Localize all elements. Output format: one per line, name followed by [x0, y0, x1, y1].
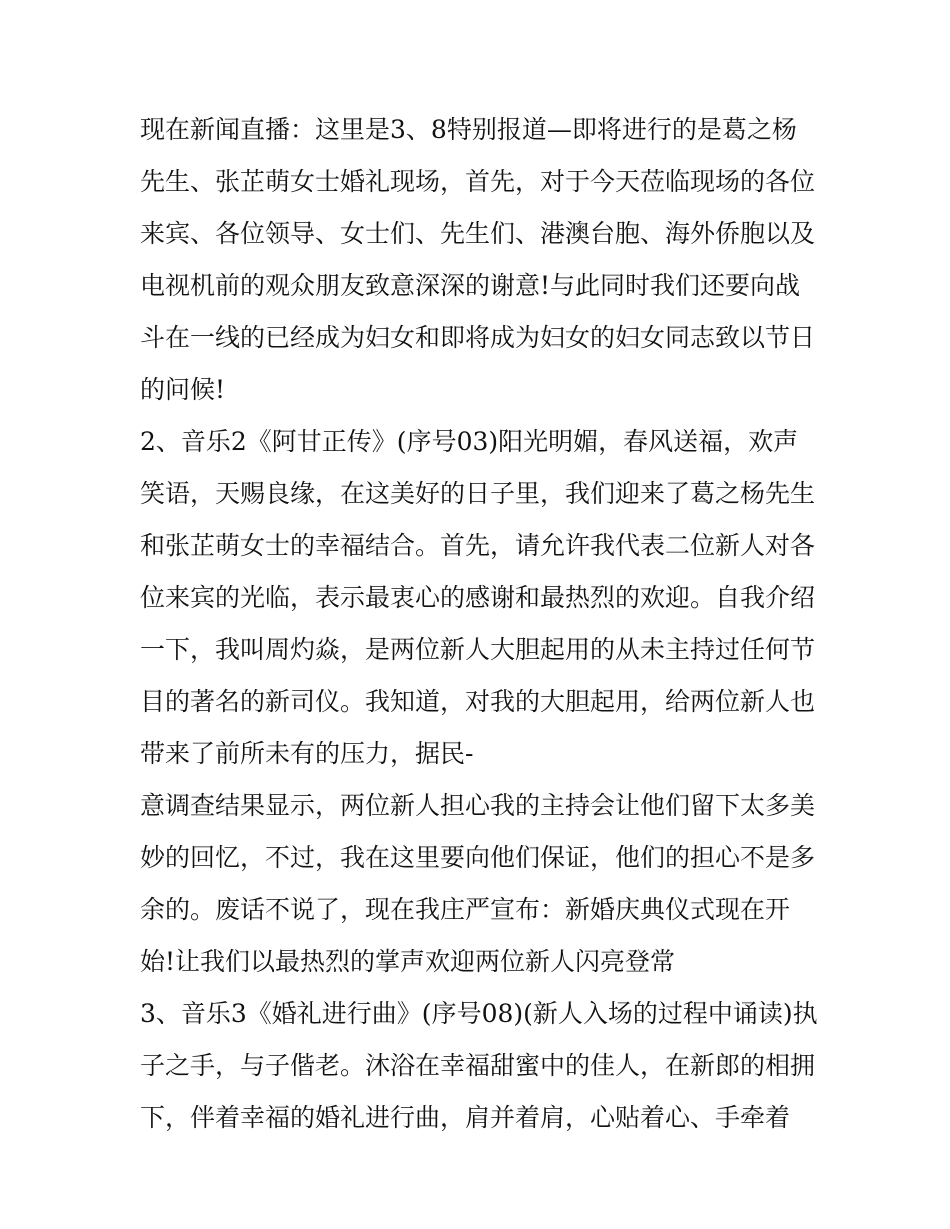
text-line-12: 目的著名的新司仪。我知道，对我的大胆起用，给两位新人也: [140, 687, 816, 716]
text-line-20: 下，伴着幸福的婚礼进行曲，肩并着肩，心贴着心、手牵着: [140, 1103, 791, 1132]
text-line-17: 始!让我们以最热烈的掌声欢迎两位新人闪亮登常: [140, 947, 676, 976]
text-line-8: 笑语，天赐良缘，在这美好的日子里，我们迎来了葛之杨先生: [140, 479, 816, 508]
text-line-15: 妙的回忆，不过，我在这里要向他们保证，他们的担心不是多: [140, 843, 816, 872]
text-line-16: 余的。废话不说了，现在我庄严宣布：新婚庆典仪式现在开: [140, 895, 791, 924]
text-line-13: 带来了前所未有的压力，据民-: [140, 739, 474, 768]
text-line-11: 一下，我叫周灼焱，是两位新人大胆起用的从未主持过任何节: [140, 635, 816, 664]
text-line-7: 2、音乐2《阿甘正传》(序号03)阳光明媚，春风送福，欢声: [140, 427, 799, 456]
text-line-1: 现在新闻直播：这里是3、8特别报道—即将进行的是葛之杨: [140, 115, 797, 144]
text-line-18: 3、音乐3《婚礼进行曲》(序号08)(新人入场的过程中诵读)执: [140, 999, 818, 1028]
text-line-9: 和张芷萌女士的幸福结合。首先，请允许我代表二位新人对各: [140, 531, 816, 560]
text-line-19: 子之手，与子偕老。沐浴在幸福甜蜜中的佳人，在新郎的相拥: [140, 1051, 816, 1080]
text-line-10: 位来宾的光临，表示最衷心的感谢和最热烈的欢迎。自我介绍: [140, 583, 816, 612]
text-line-6: 的问候!: [140, 375, 226, 404]
text-line-2: 先生、张芷萌女士婚礼现场，首先，对于今天莅临现场的各位: [140, 167, 816, 196]
text-line-3: 来宾、各位领导、女士们、先生们、港澳台胞、海外侨胞以及: [140, 219, 816, 248]
text-line-4: 电视机前的观众朋友致意深深的谢意!与此同时我们还要向战: [140, 271, 801, 300]
text-line-5: 斗在一线的已经成为妇女和即将成为妇女的妇女同志致以节日: [140, 323, 816, 352]
text-line-14: 意调查结果显示，两位新人担心我的主持会让他们留下太多美: [140, 791, 816, 820]
document-body: [140, 104, 820, 1144]
